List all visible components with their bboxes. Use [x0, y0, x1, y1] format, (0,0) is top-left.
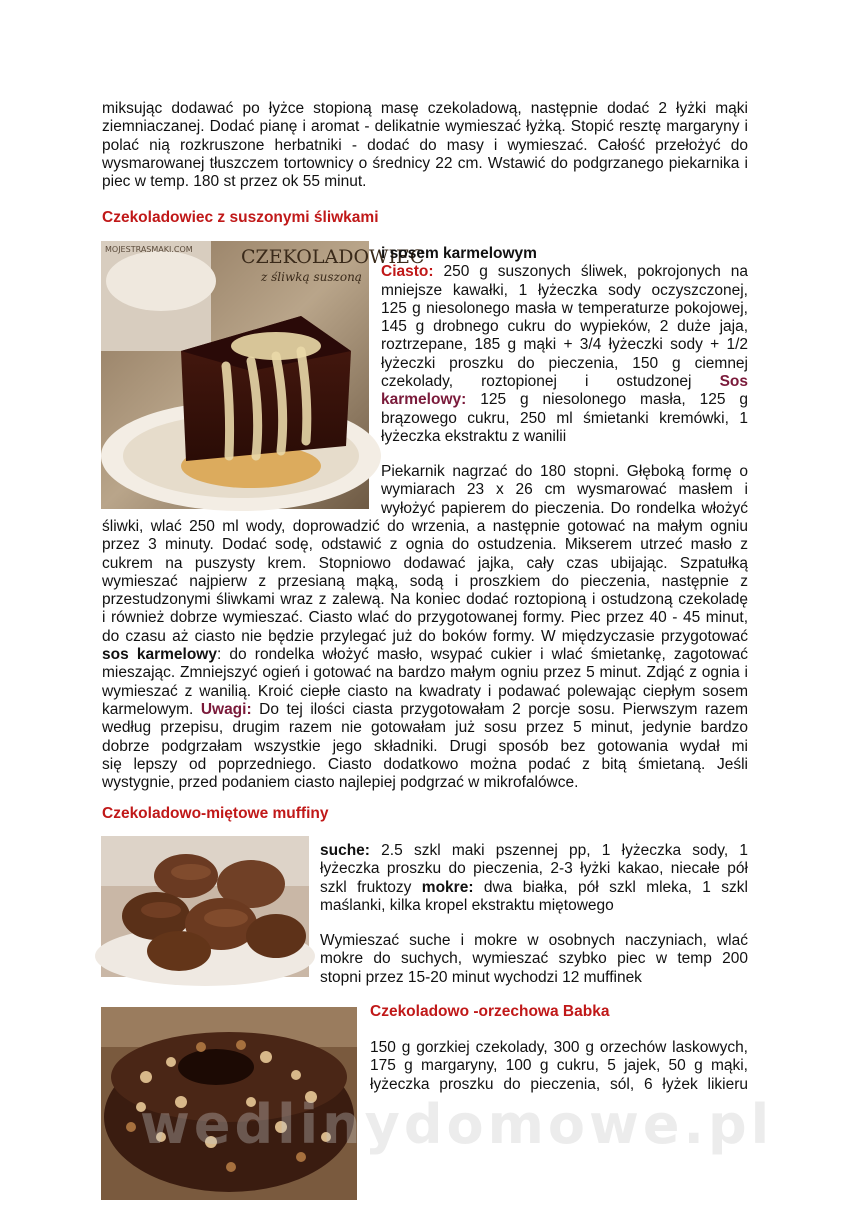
method-line: wymiarach 23 x 26 cm wysmarować masłem i [381, 481, 748, 499]
intro-line: miksując dodawać po łyżce stopioną masę czekoladową, następnie dodać 2 łyżki mąki [102, 100, 748, 117]
method-line: i również dobrze wymieszać. Ciasto wlać do przygotowanej formy. Piec przez 40 - 45 minut, [102, 609, 748, 627]
ingredient-line: 145 g drobnego cukru do wypieków, 2 duże jaja, [381, 318, 748, 336]
mokre-label: mokre: [421, 878, 474, 896]
method-line: stopni przez 15-20 minut wychodzi 12 muffinek [320, 968, 642, 986]
recipe2-ingredients [320, 842, 748, 915]
intro-paragraph [102, 100, 748, 191]
method-line: Piekarnik nagrzać do 180 stopni. Głęboką formę o [381, 463, 748, 480]
svg-text:z śliwką suszoną: z śliwką suszoną [261, 270, 362, 284]
ingredient-line: 125 g niesolonego masła w temperaturze pokojowej, [381, 299, 748, 317]
recipe1-method-narrow [381, 463, 748, 518]
ingredient-line: czekolady, roztopionej i ostudzonej Sos [381, 373, 748, 391]
method-line: wystygnie, przed podaniem ciasto najlepiej podgrzać w mikrofalówce. [102, 774, 579, 792]
recipe2-method [320, 932, 748, 987]
method-line: śliwki, wlać 250 ml wody, doprowadzić do wrzenia, a następnie gotować na małym ogniu [102, 518, 748, 535]
ingredient-line: Ciasto: 250 g suszonych śliwek, pokrojonych na [381, 263, 748, 281]
intro-line: ziemniaczanej. Dodać pianę i aromat - delikatnie wymieszać łyżką. Stopić resztę margaryny i [102, 118, 748, 136]
method-line: się lepszy od poprzedniego. Ciasto dodatkowo można podać z bitą śmietaną. Jeśli [102, 755, 748, 773]
method-line: według przepisu, drugim razem nie gotowałam już sosu przez 5 minut, jedynie bardzo [102, 719, 748, 737]
method-line: Wymieszać suche i mokre w osobnych naczyniach, wlać [320, 932, 748, 949]
recipe1-method-wide [102, 518, 748, 792]
method-line: do czasu aż ciasto nie będzie przylegać już do boków formy. W międzyczasie przygotować [102, 627, 748, 645]
method-line: wyłożyć papierem do pieczenia. Do rondelka włożyć [381, 499, 748, 517]
ingredient-line: łyżeczki proszku do pieczenia, 150 g ciemnej [381, 354, 748, 372]
method-line: wymieszać najpierw z przesianą mąką, sodą i proszkiem do pieczenia, następnie z [102, 572, 748, 590]
recipe2-title: Czekoladowo-miętowe muffiny [102, 805, 329, 822]
recipe1-subtitle: i sosem karmelowym [381, 245, 537, 262]
suche-label: suche: [320, 842, 370, 859]
svg-text:MOJESTRASMAKI.COM: MOJESTRASMAKI.COM [105, 245, 193, 254]
ingredient-line: maślanki, kilka kropel ekstraktu miętowego [320, 896, 614, 914]
method-line: mokre do suchych, wymieszać szybko piec w temp 200 [320, 950, 748, 968]
sos-karmelowy-bold: sos karmelowy [102, 646, 217, 664]
recipe1-ingredients [381, 245, 748, 446]
intro-line: polać nią rozkruszone herbatniki - dodać do masy i wymieszać. Całość przełożyć do [102, 136, 748, 154]
ingredient-line: brązowego cukru, 250 ml śmietanki kremówki, 1 [381, 409, 748, 427]
ingredient-line: karmelowy: 125 g niesolonego masła, 125 g [381, 391, 748, 409]
uwagi-label: Uwagi: [200, 700, 252, 718]
intro-line: piec w temp. 180 st przez ok 55 minut. [102, 173, 367, 191]
ciasto-label: Ciasto: [381, 263, 434, 281]
ingredient-line: mniejsze kawałki, 1 łyżeczka sody oczyszczonej, [381, 281, 748, 299]
ingredient-line: łyżeczka proszku do pieczenia, sól, 6 łyżek likieru [370, 1075, 748, 1093]
ingredient-line: roztrzepane, 185 g mąki + 3/4 łyżeczki sody + 1/2 [381, 336, 748, 354]
method-line: wymieszać z wanilią. Kroić ciepłe ciasto na kwadraty i podawać polewając ciepłym sosem [102, 682, 748, 700]
ingredient-line: suche: 2.5 szkl maki pszennej pp, 1 łyżeczka sody, 1 [320, 842, 748, 859]
ingredient-line: 150 g gorzkiej czekolady, 300 g orzechów laskowych, [370, 1039, 748, 1056]
image-caption-text: CZEKOLADOWIEC [241, 246, 425, 268]
recipe3-ingredients [370, 1039, 748, 1094]
ingredient-line: łyżeczka proszku do pieczenia, 2-3 łyżki kakao, niecałe pół [320, 860, 748, 878]
method-line: mieszając. Zmniejszyć ogień i gotować na bardzo małym ogniu przez 5 minut. Zdjąć z ognia i [102, 664, 748, 682]
intro-line: wysmarowanej tłuszczem tortownicy o średnicy 22 cm. Wstawić do podgrzanego piekarnika i [102, 154, 748, 172]
watermark: wedlinydomowe.pl [140, 1093, 774, 1156]
method-line: sos karmelowy: do rondelka włożyć masło, wsypać cukier i wlać śmietankę, zagotować [102, 646, 748, 664]
method-line: karmelowym. Uwagi: Do tej ilości ciasta przygotowałam 2 porcje sosu. Pierwszym razem [102, 700, 748, 718]
sos-label: Sos [719, 373, 748, 391]
sos-label: karmelowy: [381, 391, 467, 409]
method-line: dobrze podgrzałam wszystkie jego składniki. Drugi sposób bez gotowania wydał mi [102, 737, 748, 755]
method-line: przez 3 minuty. Dodać sodę, odstawić z ognia do ostudzenia. Mikserem utrzeć masło z [102, 536, 748, 554]
recipe2-muffins-photo [101, 836, 309, 977]
muffins-photo-illustration [101, 836, 309, 977]
ingredient-line: 175 g margaryny, 100 g cukru, 5 jajek, 50 g mąki, [370, 1057, 748, 1075]
ingredient-line: łyżeczka ekstraktu z wanilii [381, 427, 567, 445]
ingredient-line: szkl fruktozy mokre: dwa białka, pół szkl mleka, 1 szkl [320, 878, 748, 896]
recipe3-title: Czekoladowo -orzechowa Babka [370, 1003, 610, 1020]
method-line: przestudzonymi śliwkami wraz z zalewą. Na koniec dodać roztopioną i ostudzoną czekoladę [102, 591, 748, 609]
recipe1-title: Czekoladowiec z suszonymi śliwkami [102, 209, 379, 226]
method-line: cukrem na puszysty krem. Stopniowo dodawać jajka, cały czas ubijając. Szpatułką [102, 554, 748, 572]
